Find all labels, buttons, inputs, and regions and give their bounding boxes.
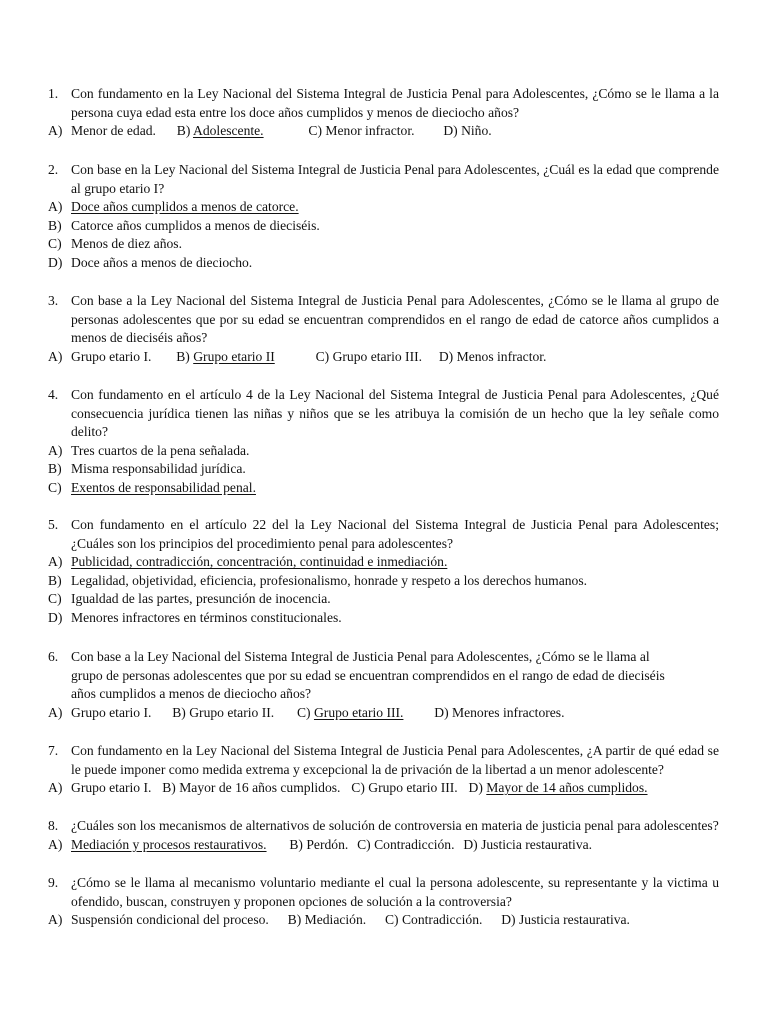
option-d: Niño.	[461, 123, 492, 139]
option-answer: Doce años cumplidos a menos de catorce.	[71, 199, 299, 215]
options-row: A) Grupo etario I. B) Grupo etario II C) Grupo etario III. D) Menos infractor.	[48, 348, 547, 364]
question-number: 2.	[48, 162, 59, 177]
option-b-label: B)	[287, 912, 302, 928]
option-c: Menor infractor.	[325, 123, 415, 139]
option-c-label: C)	[357, 836, 371, 852]
option-b-label: B)	[289, 836, 303, 852]
option-a: Suspensión condicional del proceso.	[71, 912, 269, 928]
question-number: 7.	[48, 743, 59, 758]
option-b: Grupo etario II.	[189, 704, 275, 720]
question-6	[0, 648, 768, 722]
option-a: Grupo etario I.	[71, 704, 152, 720]
option-b-answer: Adolescente.	[193, 123, 264, 139]
option-a: Grupo etario I.	[71, 780, 152, 796]
option-answer: Exentos de responsabilidad penal.	[71, 479, 256, 495]
option-a: Grupo etario I.	[71, 348, 152, 364]
question-text: 5. Con fundamento en el artículo 22 del la Ley Nacional del Sistema Integral de Justicia Penal para Adolescentes; ¿Cuáles son los principios del procedimiento penal para adolescentes?	[48, 517, 719, 551]
option-b-label: B)	[176, 348, 190, 364]
question-text: 4. Con fundamento en el artículo 4 de la Ley Nacional del Sistema Integral de Justicia Penal para Adolescentes, ¿Qué consecuencia jurídica tienen las niñas y niños que se les atribuya la comisión de un hecho que la ley señale como delito?	[48, 387, 719, 440]
option-c-answer: Grupo etario III.	[313, 704, 404, 720]
option-c: C) Exentos de responsabilidad penal.	[48, 479, 256, 495]
option-c: C) Igualdad de las partes, presunción de inocencia.	[48, 591, 331, 607]
option-d-label: D)	[438, 348, 454, 364]
option-answer: Publicidad, contradicción, concentración, continuidad e inmediación.	[71, 554, 448, 570]
question-text: 1. Con fundamento en la Ley Nacional del Sistema Integral de Justicia Penal para Adolescentes, ¿Cómo se le llama a la persona cuya edad esta entre los doce años cumplidos y menos de dieciocho años?	[48, 86, 719, 120]
option-b: B) Legalidad, objetividad, eficiencia, profesionalismo, honrade y respeto a los derechos humanos.	[48, 572, 588, 588]
option-c-label: C)	[351, 780, 365, 796]
option-b-label: B)	[176, 123, 191, 139]
question-9	[0, 874, 768, 930]
option-a-answer: Mediación y procesos restaurativos.	[71, 836, 267, 852]
option-a: A) Doce años cumplidos a menos de catorce.	[48, 199, 299, 215]
option-d-label: D)	[468, 780, 483, 796]
question-number: 9.	[48, 875, 59, 890]
option-c-label: C)	[315, 348, 330, 364]
question-text: 2. Con base en la Ley Nacional del Sistema Integral de Justicia Penal para Adolescentes, ¿Cuál es la edad que comprende al grupo etario I?	[48, 162, 719, 196]
option-b: B) Catorce años cumplidos a menos de dieciséis.	[48, 217, 320, 233]
question-8	[0, 817, 768, 854]
question-4	[0, 386, 768, 498]
option-a: A) Tres cuartos de la pena señalada.	[48, 442, 250, 458]
options-row: A) Grupo etario I. B) Grupo etario II. C) Grupo etario III. D) Menores infractores.	[48, 704, 565, 720]
option-b-answer: Grupo etario II	[193, 348, 275, 364]
option-b: Perdón.	[306, 836, 349, 852]
options-row: A) Mediación y procesos restaurativos. B) Perdón. C) Contradicción. D) Justicia restaurativa.	[48, 836, 593, 852]
question-number: 5.	[48, 517, 59, 532]
option-d-label: D)	[463, 836, 478, 852]
option-d-label: D)	[434, 704, 449, 720]
question-number: 3.	[48, 293, 59, 308]
option-c: Grupo etario III.	[368, 780, 458, 796]
option-c-label: C)	[296, 704, 311, 720]
option-c: C) Menos de diez años.	[48, 236, 182, 252]
option-c-label: C)	[384, 912, 399, 928]
option-b: Mediación.	[304, 912, 367, 928]
question-text: 3. Con base a la Ley Nacional del Sistema Integral de Justicia Penal para Adolescentes, ¿Cómo se le llama al grupo de personas adolescentes que por su edad se encuentran comprendidos en el rango de edad de catorce años cumplidos a menos de dieciséis años?	[48, 293, 719, 346]
options-row: A) Grupo etario I. B) Mayor de 16 años cumplidos. C) Grupo etario III. D) Mayor de 14 años cumplidos.	[48, 780, 648, 796]
option-c-label: C)	[308, 123, 322, 139]
question-number: 8.	[48, 818, 59, 833]
question-text: 8. ¿Cuáles son los mecanismos de alternativos de solución de controversia en materia de justicia penal para adolescentes?	[0, 817, 768, 836]
options-row: A) Menor de edad. B) Adolescente. C) Menor infractor. D) Niño.	[48, 123, 492, 139]
option-a: Menor de edad.	[71, 123, 156, 139]
option-c: Grupo etario III.	[332, 348, 423, 364]
question-3	[0, 292, 768, 366]
option-b-label: B)	[162, 780, 176, 796]
question-text: 7. Con fundamento en la Ley Nacional del Sistema Integral de Justicia Penal para Adolescentes, ¿A partir de qué edad se le puede imponer como medida extrema y excepcional la de privación de la libertad a un menor adolescente?	[48, 743, 719, 777]
question-5	[0, 516, 768, 628]
option-d: D) Menores infractores en términos constitucionales.	[48, 609, 342, 625]
option-c: Contradicción.	[374, 836, 455, 852]
option-d: Justicia restaurativa.	[481, 836, 593, 852]
option-c: Contradicción.	[401, 912, 483, 928]
option-d-answer: Mayor de 14 años cumplidos.	[486, 780, 648, 796]
question-text: 6. Con base a la Ley Nacional del Sistema Integral de Justicia Penal para Adolescentes, ¿Cómo se le llama al grupo de personas adolescentes que por su edad se encuentran comprendidos en el rango de edad de dieciséis años cumplidos a menos de dieciocho años?	[48, 649, 665, 702]
question-number: 6.	[48, 649, 59, 664]
option-b-label: B)	[172, 704, 186, 720]
question-number: 1.	[48, 86, 59, 101]
option-a: A) Publicidad, contradicción, concentración, continuidad e inmediación.	[48, 554, 448, 570]
option-d-label: D)	[443, 123, 458, 139]
option-d: Menores infractores.	[452, 704, 565, 720]
question-1	[0, 85, 768, 141]
option-d: Menos infractor.	[456, 348, 547, 364]
option-d: D) Doce años a menos de dieciocho.	[48, 254, 253, 270]
option-d-label: D)	[501, 912, 516, 928]
question-2	[0, 161, 768, 273]
question-number: 4.	[48, 387, 59, 402]
option-b: B) Misma responsabilidad jurídica.	[48, 461, 246, 477]
option-d: Justicia restaurativa.	[518, 912, 630, 928]
options-row: A) Suspensión condicional del proceso. B) Mediación. C) Contradicción. D) Justicia restaurativa.	[48, 912, 630, 928]
question-text: 9. ¿Cómo se le llama al mecanismo voluntario mediante el cual la persona adolescente, su representante y la victima u ofendido, buscan, construyen y proponen opciones de solución a la controversia?	[48, 875, 719, 909]
question-7	[0, 742, 768, 798]
option-b: Mayor de 16 años cumplidos.	[179, 780, 341, 796]
